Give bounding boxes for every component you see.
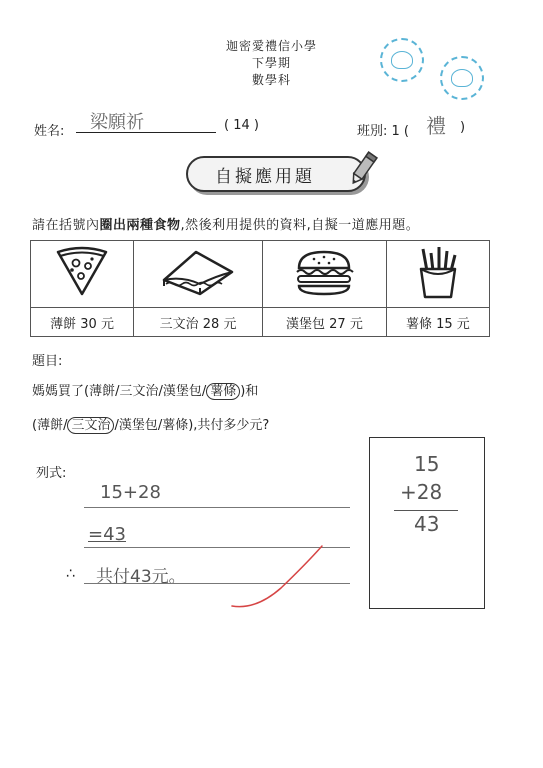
calc-result: 43 (414, 512, 440, 536)
instruction-text: 請在括號內 (32, 218, 100, 233)
circled-choice[interactable]: 三文治 (67, 417, 114, 434)
working-answer: 共付43元。 (96, 567, 186, 587)
instruction-text: ,然後利用提供的資料,自擬一道應用題。 (180, 218, 420, 233)
term-label: 下學期 (251, 56, 291, 70)
food-price-cell: 三文治 28 元 (134, 308, 263, 337)
circled-choice[interactable]: 薯條 (206, 383, 240, 400)
class-label: 班別: 1 ( (357, 124, 409, 139)
question-line-2 (32, 414, 269, 433)
name-label: 姓名: (34, 124, 65, 139)
food-price-cell: 薄餅 30 元 (31, 308, 134, 337)
food-cell (134, 241, 263, 308)
question-label: 題目: (32, 354, 63, 369)
therefore-symbol: ∴ (66, 566, 75, 582)
sandwich-icon (158, 246, 238, 298)
page-title-banner (186, 156, 366, 192)
calculation-box (369, 437, 485, 609)
question-text: 媽媽買了(薄餅/三文治/漢堡包/ (32, 384, 207, 399)
question-text: )和 (240, 384, 259, 399)
calc-sum-line (394, 510, 458, 511)
answer-line (84, 506, 350, 508)
calc-addend-1: 15 (414, 452, 440, 476)
class-close: ) (460, 120, 466, 135)
working-step-2: =43 (88, 524, 126, 545)
question-text: (薄餅/ (32, 418, 68, 433)
working-label: 列式: (36, 466, 67, 481)
pencil-icon (346, 150, 380, 192)
school-name: 迦密愛禮信小學 (225, 39, 317, 53)
stamp-icon (440, 56, 484, 100)
burger-icon (289, 246, 359, 298)
calc-addend-2: +28 (400, 480, 443, 504)
page-title: 自擬應用題 (215, 166, 315, 187)
food-cell (31, 241, 134, 308)
pizza-icon (52, 246, 112, 298)
check-mark-icon (226, 540, 326, 612)
class-value: 禮 (426, 114, 446, 138)
food-cell (263, 241, 387, 308)
food-price-cell: 薯條 15 元 (386, 308, 489, 337)
food-cell (386, 241, 489, 308)
instruction-emphasis: 圈出兩種食物 (99, 218, 181, 233)
food-price-cell: 漢堡包 27 元 (263, 308, 387, 337)
fries-icon (413, 245, 463, 299)
question-line-1 (32, 380, 258, 399)
stamp-icon (380, 38, 424, 82)
instruction (32, 214, 419, 233)
subject-label: 數學科 (251, 73, 291, 87)
food-table (30, 240, 490, 337)
working-step-1: 15+28 (100, 482, 161, 503)
question-text: /漢堡包/薯條),共付多少元? (114, 418, 270, 433)
student-number: ( 14 ) (224, 118, 259, 133)
name-value: 梁願祈 (90, 112, 144, 133)
name-field (76, 108, 216, 133)
